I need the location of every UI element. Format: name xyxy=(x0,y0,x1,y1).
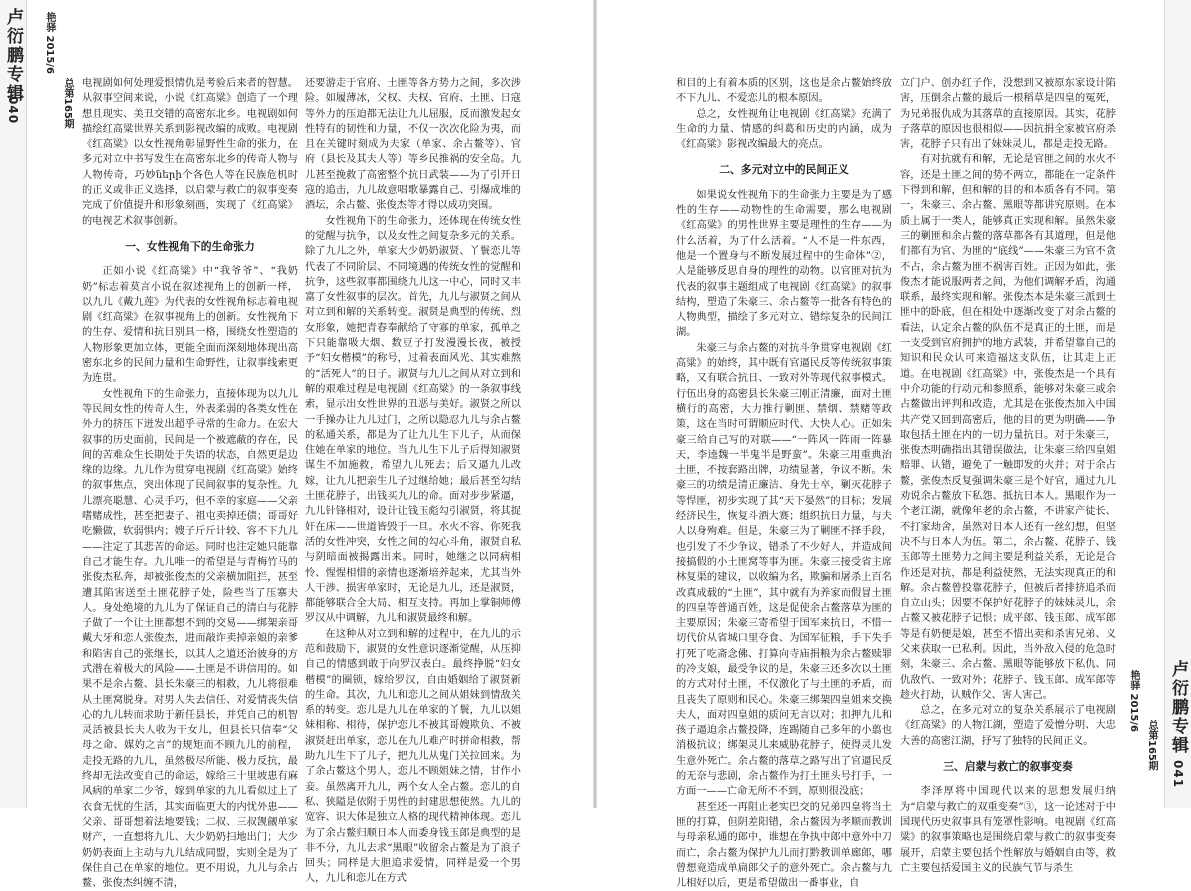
right-column-1 xyxy=(676,76,892,890)
left-column-2 xyxy=(305,76,521,885)
body-paragraph: 女性视角下的生命张力，还体现在传统女性的觉醒与抗争，以及女性之间复杂多元的关系。除了九儿之外，单家大少奶奶淑贤、丫鬟恋儿等代表了不同阶层、不同境遇的传统女性的觉醒和抗争，这些叙事都围绕九儿这一中心，同时又丰富了女性叙事的层次。首先，九儿与淑贤之间从对立到和解的关系转变。淑贤是典型的传统、烈女形象，她把青春奉献给了守寡的单家，孤单之下只能靠吸大烟、数豆子打发漫漫长夜，被授予“妇女楷模”的称号，过着表面风光、其实难熬的“活死人”的日子。淑贤与九儿之间从对立到和解的艰难过程是电视剧《红高粱》的一条叙事线索，显示出女性世界的丑恶与美好。淑贤之所以一手操办让九儿过门，之所以隐忍九儿与余占鳌的私通关系，都是为了让九儿生下儿子，从而保住她在单家的地位。当九儿生下儿子后得知淑贤谋生不加施救，希望九儿死去；后又逼九儿改嫁，让九儿把亲生儿子过继给她；最后甚至勾结土匪花脖子，出钱买九儿的命。面对步步紧逼，九儿针锋相对，设计让钱玉彪勾引淑贤，将其捉奸在床——世道皆毁于一旦。水火不容、你死我活的女性冲突，女性之间的勾心斗角，淑贤自私与阴暗面被揭露出来。同时，她继之以同病相怜、惺惺相惜的亲情也逐渐培养起来，尤其当外人干涉、损害单家时，无论是九儿，还是淑贤，都能够联合全大局、相互支持。再加上掌铜师傅罗汉从中调解，九儿和淑贤最终和解。 xyxy=(305,215,521,625)
body-paragraph: 在这种从对立到和解的过程中，在九儿的示范和鼓励下，淑贤的女性意识逐渐觉醒，从压抑自己的情感到敢于向罗汉表白。最终挣脱“妇女楷模”的圈锁，嫁给罗汉，自由婚姻给了淑贤新的生命。其次，九儿和恋儿之间从姐妹到情敌关系的转变。恋儿是九儿在单家的丫鬟，九儿以姐妹相称、相待，保护恋儿不被其哥嫂欺负、不被淑贤赶出单家，恋儿在九儿难产时拼命相救，帮助九儿生下了儿子，把九儿从鬼门关拉回来。为了余占鳌这个男人，恋儿不顾姐妹之情，甘作小妾。虽然离开九儿，两个女人全占鳌。恋儿的自私、狭隘是依附于男性的封建思想使然。九儿的宽容、识大体是独立人格的现代精神体现。恋儿为了余占鳌归顺日本人而委身钱玉郎是典型的是非不分，九儿去求“黑眼”收留余占鳌是为了浪子回头；同样是大胆追求爱情，同样是爱一个男人，九儿和恋儿在方式 xyxy=(305,628,521,885)
body-paragraph: 如果说女性视角下的生命张力主要是为了感性的生存——动物性的生命需要，那么电视剧《红高粱》的男性世界主要是理性的生存——为什么活着，为了什么活着。“人不是一件东西，他是一个置身与不断发展过程中的生命体”②，人是能够反思自身的理性的动物。以官匪对抗为代表的叙事主题组成了电视剧《红高粱》的叙事结构，塑造了朱豪三、余占鳌等一批各有特色的人物典型，描绘了多元对立、错综复杂的民间江湖。 xyxy=(676,189,892,339)
section-heading: 二、多元对立中的民间正义 xyxy=(719,163,849,177)
body-paragraph: 立门户、创办红子作，没想到又被原东家设计陷害，压倒余占鳌的最后一根稻草是四皇的冤死，为兄弟报仇成为其落草的直接原因。其实，花脖子落草的原因也很相似——因抗捐全家被官府杀害，花脖子只有出了妹妹灵儿，都是走投无路。 xyxy=(900,78,1116,151)
body-paragraph: 朱豪三与余占鳌的对抗斗争贯穿电视剧《红高粱》的始终，其中既有官逼民反等传统叙事策略，又有联合抗日、一致对外等现代叙事模式。行伍出身的高密县长朱豪三刚正清廉，面对土匪横行的高密，大力推行剿匪、禁烟、禁赌等政策，这在当时可谓顺应时代、大快人心。正如朱豪三给自己写的对联——“一阵风一阵雨一阵暴天，李逵魏一半鬼半是野蛮”。朱豪三用重典治土匪，不按套路出牌，功绩显著，争议不断。朱豪三的功绩是清正廉洁、身先士卒，剿灭花脖子等悍匪，初步实现了其“天下晏然”的目标；发展经济民生，恢复斗酒大赛；组织抗日力量，与夫人以身殉难。但是，朱豪三为了剿匪不择手段，也引发了不少争议，错杀了不少好人，并造成间接搞假的小土匪窝等事为匪。朱豪三接受省主席林复渠的建议，以收编为名，欺骗和屠杀上百名改真成载的“土匪”，其中就有为养家而假冒土匪的四皇等普通百姓，这是促使余占鳌落草为匪的主要原因；朱豪三寄希望于国军来抗日，不惜一切代价从省城口里夺食、为国军征粮，手下失手打死了吃斋念佛、打算向寺庙捐粮为余占鳌赎罪的冷支娘，最受争议的是，朱豪三还多次以土匪的方式对付土匪，不仅激化了与土匪的矛盾，而且丧失了原则和民心。朱豪三绑架四皇姐来交换夫人，面对四皇姐的质问无言以对；扣押九儿和孩子逼迫余占鳌投降，连踢随自己多年的小翦也消极抗议；绑架灵儿来威胁花脖子，使得灵儿发生意外死亡。余占鳌的落草之路写出了官逼民反的无奈与悲剧，余占鳌作为打土匪头号打手，一方面一——亡命无所不不到，原则很没底； xyxy=(676,342,892,798)
right-issue-label: 总第165期 xyxy=(1146,720,1157,771)
body-paragraph: 女性视角下的生命张力，直接体现为以九儿等民间女性的传奇人生，外表柔弱的各类女性在外力的挤压下迸发出超乎寻常的生命力。在宏大叙事的历史面前，民间是一个被遮蔽的存在，民间的苦难众生长期处于失语的状态，自然更是边缘的边缘。九儿作为贯穿电视剧《红高粱》始终的叙事焦点，突出体现了民间叙事的复杂性。九儿漂亮聪慧、心灵手巧，但不幸的家庭——父亲嗜赌成性，甚至把妻子、祖屯卖掉还债；哥哥好吃懒做，软弱惧内；嫂子斤斤计较、容不下九儿——注定了其悲苦的命运。同时也注定她只能靠自己才能生存。九儿唯一的希望是与青梅竹马的张俊杰私奔，却被张俊杰的父亲横加阻拦，甚至遭其陷害送至土匪花脖子处，险些当了压寨夫人。身处绝境的九儿为了保证自己的清白与花脖子做了一个让土匪都想不到的交易——绑架亲哥戴大牙和恋人张俊杰，进而敲诈卖掉亲娘的亲爹和陷害自己的张继长，以其人之道还治彼身的方式潜在着极大的风险——土匪是不讲信用的。如果不是余占鳌、县长朱豪三的相救，九儿将很难从土匪窝脱身。对男人失去信任、对爱情丧失信心的九儿转而求助于新任县长，并凭自己的机智灵活被县长夫人收为干女儿，但县长只信奉“父母之命、媒妁之言”的规矩而不顾九儿的前程，走投无路的九儿，虽然极尽所能、极力反抗，最终却无法改变自己的命运，嫁给三十里坡患有麻风病的单家二少爷，嫁到单家的九儿看似过上了衣食无忧的生活，其实面临更大的内忧外患——父亲、哥哥想着法地要钱；二叔、三叔觊觎单家财产，一直想将九儿、大少奶奶扫地出门；大少奶奶表面上主动与九儿结成同盟，实则全是为了保住自己在单家的地位。更不用说，九儿与余占鳌、张俊杰纠缠不清， xyxy=(82,388,298,890)
right-brand-label: 卢衍鹏专辑 xyxy=(1168,660,1188,755)
section-heading: 三、启蒙与救亡的叙事变奏 xyxy=(943,760,1073,774)
body-paragraph: 甚至还一再阻止老实巴交的兄弟四皇将当土匪的打算，但阴差阳错，余占鳌因为孝顺而教训与母亲私通的郎中，谁想在争执中郎中意外中刀而亡，余占鳌为保护九儿而打黔教训单廊郎，哪曾想竟造成单扁郎父子的意外死亡。余占鳌与九儿相好以后，更是希望做出一番事业，自 xyxy=(676,801,892,890)
body-paragraph: 李泽厚将中国现代以来的思想发展归纳为“启蒙与救亡的双重变奏”③，这一论述对于中国现代历史叙事具有笼罩性影响。电视剧《红高粱》的叙事策略也是围绕启蒙与救亡的叙事变奏展开，启蒙主要包括个性解放与婚姻自由等，救亡主要包括爱国主义的民族气节与杀生 xyxy=(900,786,1116,874)
left-margin-strip xyxy=(0,0,27,808)
right-column-2 xyxy=(900,76,1116,874)
center-gutter xyxy=(593,0,597,808)
left-brand-label: 卢衍鹏专辑 xyxy=(3,8,23,103)
section-heading: 一、女性视角下的生命张力 xyxy=(125,239,255,253)
left-journal-label: 艳驿 2015/6 xyxy=(44,12,55,74)
body-paragraph: 总之，在多元对立的复杂关系展示了电视剧《红高粱》的人物江湖，塑造了爱憎分明、大忠大善的高密江湖，抒写了独特的民间正义。 xyxy=(900,705,1116,747)
left-column-1 xyxy=(82,76,298,890)
body-paragraph: 还要游走于官府、土匪等各方势力之间，多次涉险。如履薄冰，父权、夫权、官府、土匪、日寇等外力的压迫都无法让九儿屈服，反而激发起女性特有的韧性和力量，不仅一次次化险为夷，而且在关键时刻成为夫家（单家、余占鳌等）、官府（县长及其夫人等）等乡民推祸的安全岛。九儿甚至挽救了高密整个抗日武装——为了引开日寇的追击，九儿故意唱歌暴露自己、引爆成堆的酒坛，余占鳌、张俊杰等才得以成功突围。 xyxy=(305,78,521,212)
body-paragraph: 和目的上有着本质的区别，这也是余占鳌始终放不下九儿、不爱恋儿的根本原因。 xyxy=(676,78,892,105)
left-page-number: 040 xyxy=(6,96,20,125)
right-page-number: 041 xyxy=(1171,760,1185,789)
body-paragraph: 有对抗就有和解，无论是官匪之间的水火不容，还是土匪之间的势不两立，都能在一定条件下得到和解，但和解的目的和本质各有不同。第一，朱豪三、余占鳌、黑眼等都讲究原则。在本质上属于一类人，能够真正实现和解。虽然朱豪三的剿匪和余占鳌的落草都各有其道理，但是他们都有为官、为匪的“底线”——朱豪三为官不贪不占，余占鳌为匪不祸害百姓。正因为如此，张俊杰才能说服两者之间，为他们调解矛盾，沟通联系，最终实现和解。张俊杰本是朱豪三派到土匪中的卧底，但在相处中逐渐改变了对余占鳌的看法，认定余占鳌的队伍不是真正的土匪，而是一支受到官府拥护的地方武装，并希望靠自己的知识和民众认可来造福这支队伍，让其走上正道。在电视剧《红高粱》中，张俊杰是一个具有中介功能的行动元和参照系，能够对朱豪三或余占鳌做出评判和改造，尤其是在张俊杰加入中国共产党又回到高密后，他的目的更为明确——争取包括土匪在内的一切力量抗日。对于朱豪三，张俊杰明确指出其错误做法，让朱豪三给四皇姐赔罪、认错，避免了一触即发的火并；对于余占鳌，张俊杰反复强调朱豪三是个好官，通过九儿劝说余占鳌放下私怨、抵抗日本人。黑眼作为一个老江湖，就像年老的余占鳌，不讲家产徒长、不打家劫舍，虽然对日本人还有一丝幻想，但坚决不与日本人为伍。第二，余占鳌、花脖子、钱玉郎等土匪势力之间主要是利益关系，无论是合作还是对抗，都是利益使然，无法实现真正的和解。余占鳌曾投靠花脖子，但被后者排挤追杀而自立山头；因要不保护好花脖子的妹妹灵儿，余占鳌又被花脖子记恨；成平郎、钱玉郎、成军郎等是有奶便是娘，甚至不惜出卖和杀害兄弟、义父来获取一已私利。因此，当外敌入侵的危急时刻，朱豪三、余占鳌、黑眼等能够放下私仇、同仇敌忾、一致对外；花脖子、钱玉郎、成军郎等趁火打劫，认贼作父、害人害己。 xyxy=(900,154,1116,701)
left-issue-label: 总第165期 xyxy=(62,78,73,129)
body-paragraph: 正如小说《红高粱》中“我爷爷”、“我奶奶”标志着莫言小说在叙述视角上的创新一样，以九儿《戴九莲》为代表的女性视角标志着电视剧《红高粱》在叙事视角上的创新。女性视角下的生存、爱情和抗日别具一格，围绕女性塑造的人物形象更加立体，更能全面而深刻地体现出高密东北乡的民间力量和生命野性，让叙事线索更为连贯。 xyxy=(82,266,298,385)
right-journal-label: 艳驿 2015/6 xyxy=(1128,670,1139,732)
right-margin-strip xyxy=(1164,0,1191,808)
body-paragraph: 总之，女性视角让电视剧《红高粱》充满了生命的力量、情感的纠葛和历史的内涵，成为《红高粱》影视改编最大的亮点。 xyxy=(676,108,892,151)
body-paragraph: 电视剧如何处理爱恨情仇是考验后来者的智慧。从叙事空间来说，小说《红高粱》创造了一个理想且现实、美丑交错的高密东北乡。电视剧如何描绘红高粱世界关系到影视改编的成败。电视剧《红高粱》以女性视角彰显野性生命的张力，在多元对立中书写发生在高密东北乡的传奇人物与人物传奇，巧妙ների个各色人等在民族危机时的正义或非正义选择，以启蒙与救亡的叙事变奏完成了价值提升和形象刻画，实现了《红高粱》的电视艺术叙事创新。 xyxy=(82,78,298,227)
